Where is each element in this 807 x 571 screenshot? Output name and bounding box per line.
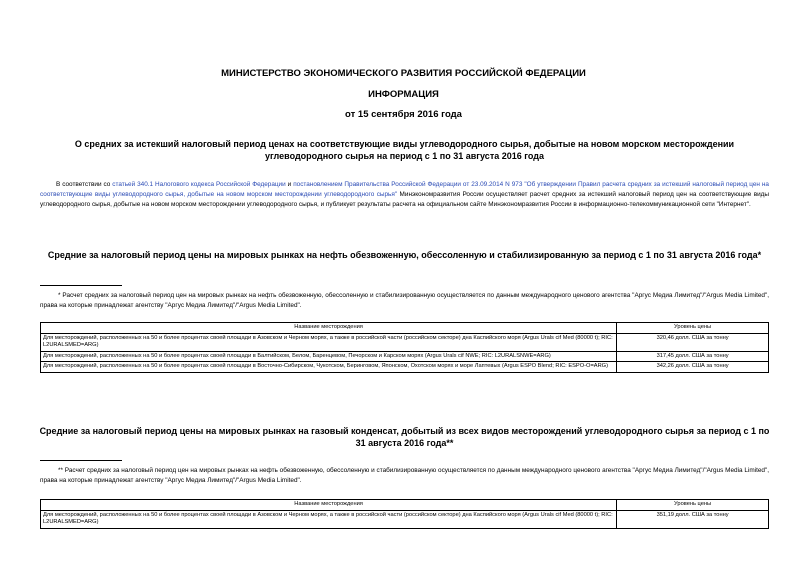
government-decree-link[interactable]: постановлением Правительства Российской Федерации от 23.09.2014 N 973 "Об утверждении Правил расчета средних за истекший налоговый период цен на соответствующие виды углеводородного сырья, добытые на новом морском месторождении углеводородного сырья" <box>40 181 769 198</box>
intro-text-1: В соответствии со <box>56 181 113 188</box>
deposit-name-cell: Для месторождений, расположенных на 50 и более процентах своей площади в Восточно-Сибирском, Чукотском, Беринговом, Японском, Охотском морях и море Лаптевых (Argus ESPO Blend; RIC: ESPO-O=ARG) <box>41 362 617 373</box>
intro-paragraph <box>40 180 769 210</box>
table-row <box>41 333 769 351</box>
section1-footnote: * Расчет средних за налоговый период цен на мировых рынках на нефть обезвоженную, обессоленную и стабилизированную осуществляется по данным международного ценового агентства "Аргус Медиа Лимитед"/"Argus Media Limited", права на которые принадлежат агентству "Аргус Медиа Лимитед"/"Argus Media Limited". <box>40 292 769 309</box>
doc-type-heading: ИНФОРМАЦИЯ <box>368 89 439 100</box>
footnote-divider <box>40 460 122 461</box>
intro-text-3: Минэкономразвития России осуществляет расчет средних за истекший налоговый период цен на соответствующие виды углеводородного сырья, добытые на новом морском месторождении углеводородного сырья, и публикует результаты расчета на официальном сайте Минэкономразвития России в информационно-телекоммуникационной сети "Интернет". <box>40 191 769 208</box>
doc-date: от 15 сентября 2016 года <box>345 109 462 120</box>
document-title: О средних за истекший налоговый период ценах на соответствующие виды углеводородного сырья, добытые на новом морском месторождении углеводородного сырья на период с 1 по 31 августа 2016 года <box>74 139 735 161</box>
ministry-heading: МИНИСТЕРСТВО ЭКОНОМИЧЕСКОГО РАЗВИТИЯ РОССИЙСКОЙ ФЕДЕРАЦИИ <box>221 68 586 79</box>
column-header-name: Название месторождения <box>41 323 617 334</box>
section1-heading: Средние за налоговый период цены на мировых рынках на нефть обезвоженную, обессоленную и стабилизированную за период с 1 по 31 августа 2016 года* <box>47 250 762 260</box>
column-header-price: Уровень цены <box>617 500 769 511</box>
price-cell: 351,19 долл. США за тонну <box>617 510 769 528</box>
intro-text-2: и <box>285 181 294 188</box>
price-cell: 317,45 долл. США за тонну <box>617 351 769 362</box>
price-cell: 320,46 долл. США за тонну <box>617 333 769 351</box>
table-row <box>41 351 769 362</box>
condensate-price-table <box>40 499 769 529</box>
table-header-row <box>41 500 769 511</box>
price-cell: 342,26 долл. США за тонну <box>617 362 769 373</box>
section2-footnote: ** Расчет средних за налоговый период цен на мировых рынках на нефть обезвоженную, обессоленную и стабилизированную осуществляется по данным международного ценового агентства "Аргус Медиа Лимитед"/"Argus Media Limited", права на которые принадлежат агентству "Аргус Медиа Лимитед"/"Argus Media Limited". <box>40 467 769 484</box>
column-header-price: Уровень цены <box>617 323 769 334</box>
deposit-name-cell: Для месторождений, расположенных на 50 и более процентах своей площади в Балтийском, Белом, Баренцевом, Печорском и Карском морях (Argus Urals cif NWE; RIC: L2URALSNWE=ARG) <box>41 351 617 362</box>
table-row <box>41 362 769 373</box>
table-row <box>41 510 769 528</box>
deposit-name-cell: Для месторождений, расположенных на 50 и более процентах своей площади в Азовском и Черном морях, а также в российской части (российском секторе) дна Каспийского моря (Argus Urals cif Med (80000 t); RIC: L2URALSMED=ARG) <box>41 510 617 528</box>
tax-code-link[interactable]: статьей 340.1 Налогового кодекса Российской Федерации <box>112 181 286 188</box>
deposit-name-cell: Для месторождений, расположенных на 50 и более процентах своей площади в Азовском и Черном морях, а также в российской части (российском секторе) дна Каспийского моря (Argus Urals cif Med (80000 t); RIC: L2URALSMED=ARG) <box>41 333 617 351</box>
footnote-divider <box>40 285 122 286</box>
section2-heading: Средние за налоговый период цены на мировых рынках на газовый конденсат, добытый из всех видов месторождений углеводородного сырья за период с 1 по 31 августа 2016 года** <box>39 426 770 448</box>
oil-price-table <box>40 322 769 373</box>
table-header-row <box>41 323 769 334</box>
column-header-name: Название месторождения <box>41 500 617 511</box>
